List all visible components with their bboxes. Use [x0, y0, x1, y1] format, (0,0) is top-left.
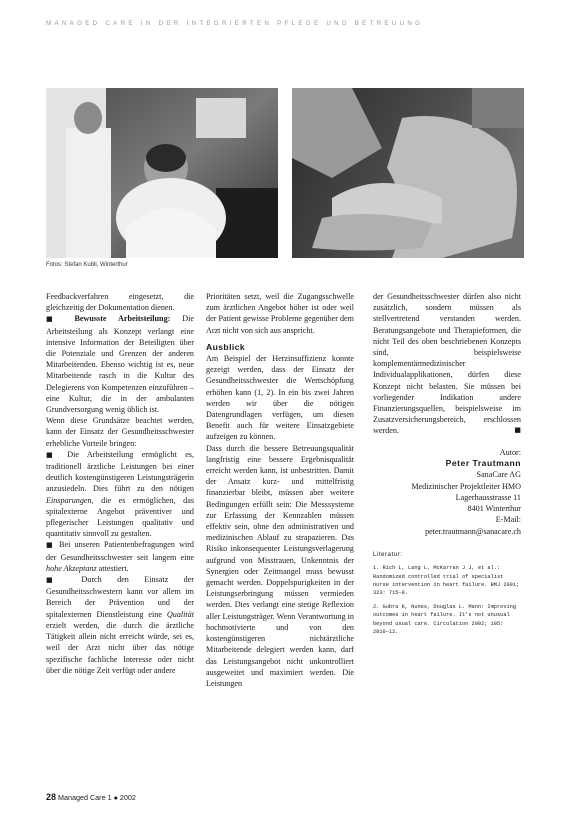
paragraph — [373, 291, 521, 437]
bullet-text: Bei unseren Patientenbefragungen wird der Gesundheitsschwester seit langem eine — [46, 540, 194, 562]
text-column-1 — [46, 291, 194, 676]
emphasis: Qualität — [166, 609, 194, 619]
journal-name: Managed Care — [58, 793, 106, 802]
paragraph-arbeitsteilung — [46, 313, 194, 415]
bullet-text: Die Arbeitsteilung ermöglicht es, traditionell ärztliche Leistungen bei einer deutlich kostengünstigeren Leistungsträgerin anzusiedeln. Dies führt zu den nötigen — [46, 449, 194, 494]
paragraph: Wenn diese Grundsätze beachtet werden, kann der Einsatz der Gesundheitsschwester erhebliche Vorteile bringen: — [46, 416, 194, 448]
photo-foot-care — [292, 88, 524, 258]
bullet-square-icon: ■ — [46, 576, 66, 585]
paragraph: Am Beispiel der Herzinsuffizienz konnte gezeigt werden, dass der Einsatz der Gesundheitsschwester die Wertschöpfung erhöhen kann (1, 2). In ein bis zwei Jahren werden wir über die nötigen Datengrundlagen verfügen, um diesen Benefit auch für weitere Einsatzgebiete aufzeigen zu können. — [206, 354, 354, 442]
literature-heading: Literatur: — [373, 551, 403, 559]
paragraph: Feedbackverfahren eingesetzt, die gleichzeitig der Dokumentation dienen. — [46, 292, 194, 313]
bullet-item — [46, 539, 194, 574]
photo-foot-care-image — [292, 88, 524, 258]
author-city: 8401 Winterthur — [467, 504, 521, 514]
photo-credit: Fotos: Stefan Kubli, Winterthur — [46, 262, 128, 268]
paragraph-text: Die Arbeitsteilung als Konzept verlangt eine intensive Information der Beteiligten über die Potenziale und Grenzen der anderen Mitarbeitenden. Ebenso wichtig ist es, neue Mitarbeitende rasch in die Kultur des Delegierens von Kompetenzen einzuführen – eine Kultur, die in der ambulanten Grundversorgung wenig üblich ist. — [46, 314, 195, 415]
reference-item: 1. Rich L, Lang L, McKarran J J, et al.: Randomized controlled trial of specialist nurse intervention in heart failure. BMJ 2001; 323: 715–8. — [373, 565, 520, 597]
emphasis: hohe Akzeptanz — [46, 563, 97, 573]
page-footer — [46, 792, 136, 802]
bullet-square-icon: ■ — [46, 541, 55, 550]
bullet-text: Durch den Einsatz der Gesundheitsschwestern kann vor allem im Bereich der Prävention und der spitalexternen Dienstleistung eine — [46, 575, 194, 619]
bullet-item — [46, 574, 194, 676]
author-email-label: E-Mail: — [495, 515, 521, 525]
paragraph-text: der Gesundheitsschwester dürfen also nicht zusätzlich, sondern müssen als stellvertretend verstanden werden. Beratungsangebote und Therapieformen, die nicht Teil des oben beschriebenen Konzepts sind, beispielsweise komplementärmedizinischer Individualapplikationen, dürfen diese Konzept nicht belasten. Sie müssen bei vorliegender Indikation andere Finanzierungsquellen, beispielsweise im Zusatzversicherungsbereich, erschlossen werden. — [373, 292, 521, 436]
bullet-text: erzielt werden, die durch die ärztliche Tätigkeit allein nicht erreicht würde, sei es, weil der Arzt nicht über das nötige spezifische fachliche Interesse oder nicht über die nötige Zeit verfügt oder andere — [46, 620, 194, 675]
page-number: 28 — [46, 792, 57, 802]
end-square-icon: ■ — [514, 426, 521, 435]
author-label: Autor: — [499, 447, 521, 457]
bullet-square-icon: ■ — [46, 450, 59, 459]
paragraph: Prioritäten setzt, weil die Zugangsschwelle zum ärztlichen Angebot höher ist oder weil der Patient gewisse Probleme gegenüber dem Arzt nicht von sich aus anspricht. — [206, 292, 354, 335]
section-heading: Ausblick — [206, 341, 246, 352]
photo-consultation — [46, 88, 278, 258]
paragraph-lead: Bewusste Arbeitsteilung: — [74, 314, 171, 324]
author-block — [373, 447, 521, 537]
bullet-item — [46, 449, 194, 540]
author-role: Medizinischer Projektleiter HMO — [411, 481, 521, 491]
reference-item: 2. Gubra K, Nunes, Douglas L. Mann: Improving outcomes in heart failure. It's not unusual beyond usual care. Circulation 2002; 105: 2810–12. — [373, 603, 517, 636]
author-street: Lagerhausstrasse 11 — [455, 492, 521, 502]
bullet-square-icon: ■ — [46, 315, 63, 324]
running-head: MANAGED CARE IN DER INTEGRIERTEN PFLEGE UND BETREUUNG — [46, 20, 424, 27]
paragraph: Dass durch die bessere Betreuungsqualität langfristig eine bessere Ergebnisqualität erreicht werden kann, ist unbestritten. Damit der Ansatz kurz- und mittelfristig finanzierbar bleibt, müssen aber weitere Bedingungen erfüllt sein: Die Messsysteme zur Erfassung der Kennzahlen müssen effektiv sein, ohne den administrativen und medizinischen Ablauf zu strapazieren. Das Risiko inkonsequenter Leistungsverlagerung aufgrund von Misstrauen, Unkenntnis der Synergien oder Zeitmangel muss bewusst gemacht werden. Doppelspurigkeiten in der Leistungserbringung müssen vermieden werden. Dies verlangt eine stetige Reflexion aller Leistungsträger. Wenn Verantwortung in hochmotivierte und von den kostengünstigeren nichtärztliche Mitarbeitende delegiert werden kann, darf das Leistungsangebot nicht unkontrolliert ausgeweitet und maximiert werden. Die Leistungen — [206, 443, 354, 688]
author-email: peter.trautmann@sanacare.ch — [425, 526, 521, 536]
text-column-3 — [373, 291, 521, 641]
reference-list — [373, 564, 521, 636]
text-column-2 — [206, 291, 354, 689]
author-name: Peter Trautmann — [445, 457, 521, 468]
bullet-text: attestiert. — [96, 563, 129, 573]
author-organization: SanaCare AG — [476, 470, 521, 480]
emphasis: Einsparungen — [46, 495, 92, 505]
photo-consultation-image — [46, 88, 278, 258]
bullet-text: , die es ermöglichen, das spitalexterne Angebot präventiver und pflegerischer Leistungen qualitativ und quantitativ sinnvoll zu gestalten. — [46, 495, 194, 539]
journal-issue: 1 ● 2002 — [107, 793, 136, 802]
